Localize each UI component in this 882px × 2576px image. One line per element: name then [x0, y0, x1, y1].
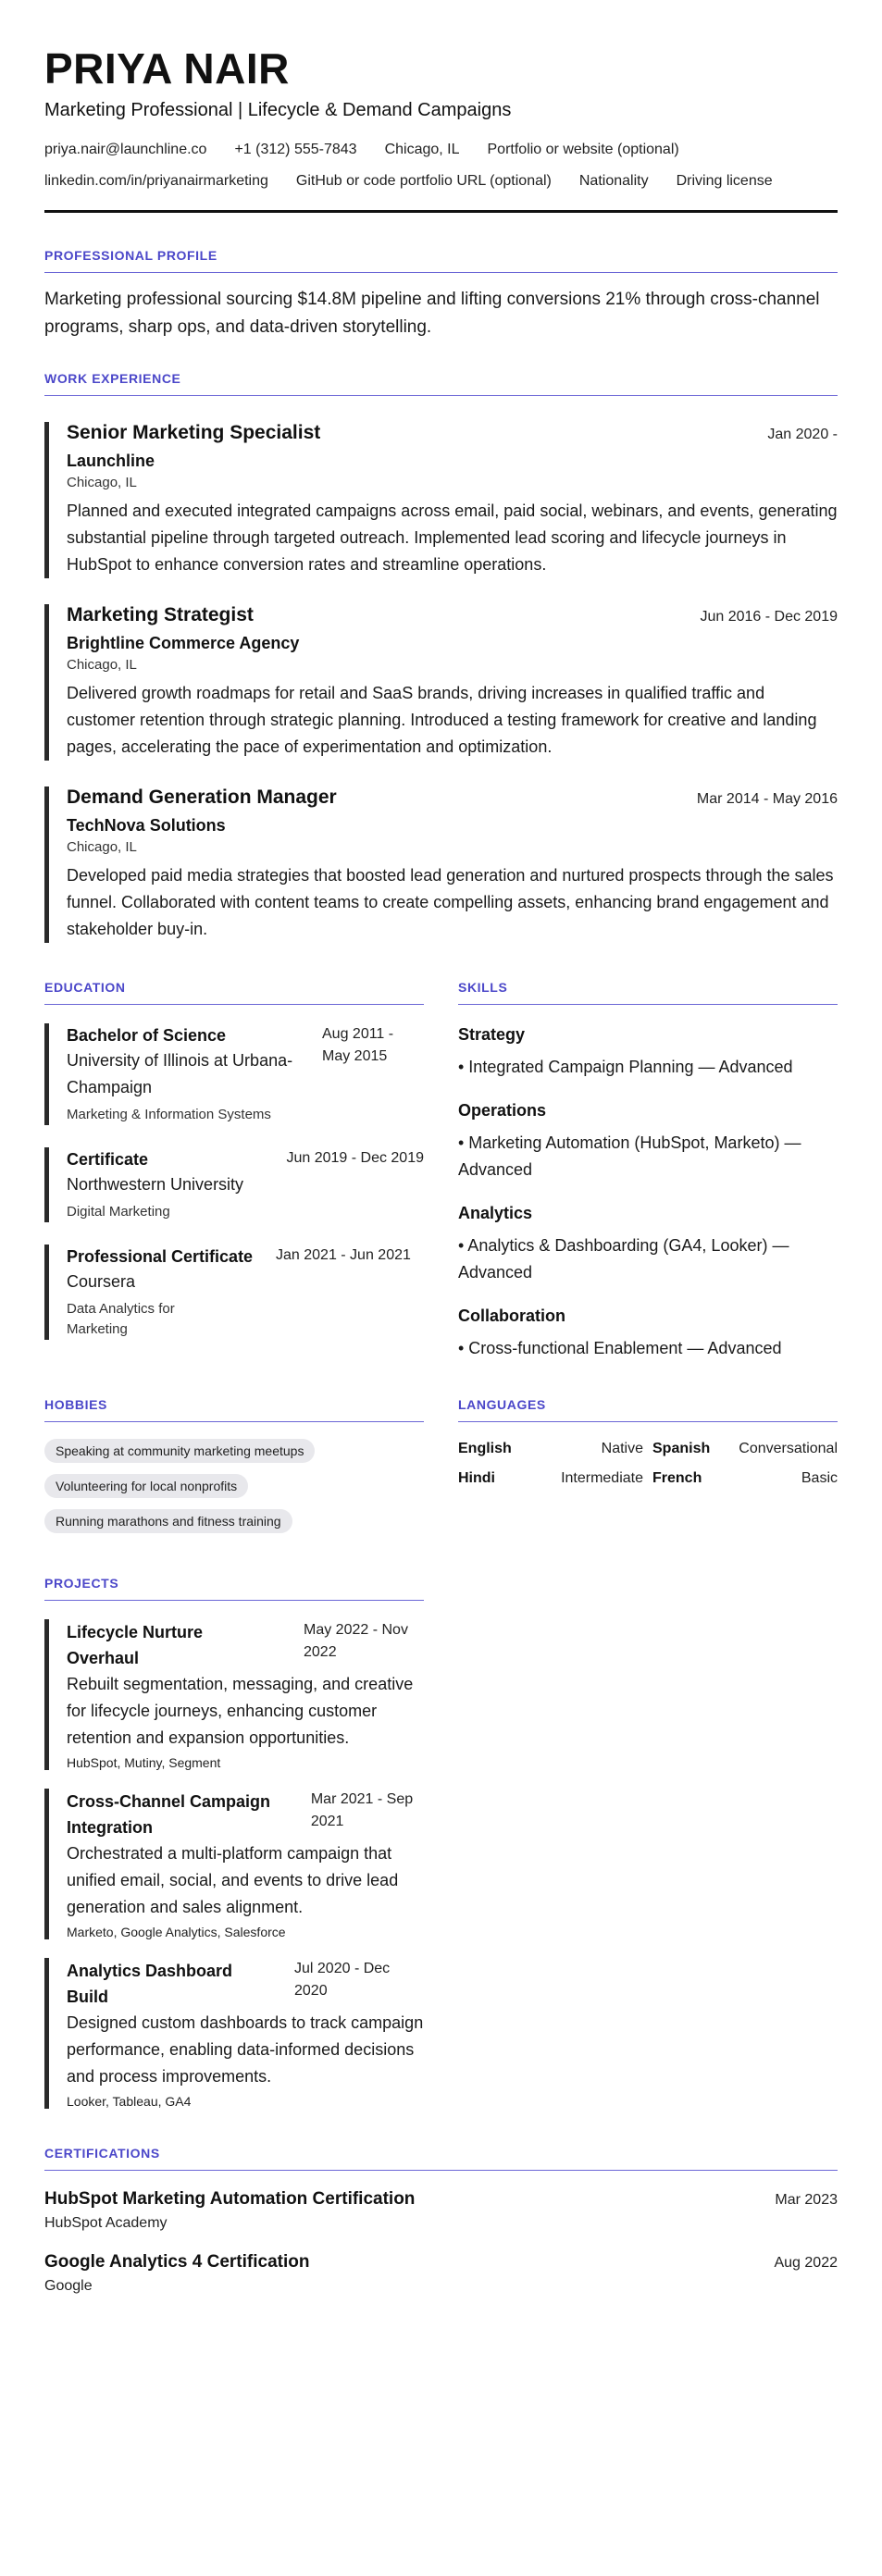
language-name: Hindi [458, 1470, 495, 1486]
job-role: Senior Marketing Specialist [67, 422, 321, 443]
job-description: Delivered growth roadmaps for retail and SaaS brands, driving increases in qualified traffic and customer retention through strategic planning. Introduced a testing framework for creative and landing pages, accelerating the pace of experimentation and optimization. [67, 684, 817, 756]
language-item [458, 1470, 643, 1487]
job-dates: Mar 2014 - May 2016 [696, 791, 838, 807]
project-dates: Jul 2020 - Dec 2020 [294, 1961, 391, 1999]
resume-header [44, 44, 838, 213]
certification-date: Aug 2022 [774, 2255, 838, 2271]
certifications-section-title: CERTIFICATIONS [44, 2146, 838, 2171]
skill-category: Strategy [458, 1025, 526, 1044]
hobby-list [44, 1439, 424, 1544]
project-description: Designed custom dashboards to track campaign performance, enabling data-informed decisions and process improvements. [67, 2013, 424, 2086]
contact-list [44, 142, 838, 190]
job-role: Marketing Strategist [67, 604, 254, 625]
projects-right-spacer [458, 1576, 838, 2109]
education-degree: Bachelor of Science [67, 1026, 227, 1045]
skill-item: • Analytics & Dashboarding (GA4, Looker) — Advanced [458, 1236, 789, 1282]
language-list [458, 1441, 838, 1487]
skills-section-title: SKILLS [458, 980, 838, 1005]
contact-github[interactable]: GitHub or code portfolio URL (optional) [295, 173, 552, 189]
project-name: Cross-Channel Campaign Integration [67, 1792, 271, 1837]
education-skills-row [44, 980, 838, 1362]
contact-email[interactable]: priya.nair@launchline.co [44, 142, 207, 157]
education-entry [44, 1023, 424, 1125]
skill-group [458, 1025, 838, 1081]
skill-group [458, 1204, 838, 1286]
projects-row [44, 1576, 838, 2109]
project-entry [44, 1789, 424, 1939]
hobbies-column [44, 1397, 424, 1544]
projects-section-title: PROJECTS [44, 1576, 424, 1601]
contact-phone[interactable]: +1 (312) 555-7843 [234, 142, 357, 157]
education-entry [44, 1245, 424, 1340]
skill-category: Collaboration [458, 1307, 565, 1325]
candidate-name: PRIYA NAIR [44, 44, 290, 93]
job-description: Planned and executed integrated campaigns across email, paid social, webinars, and events, generating substantial pipeline through targeted outreach. Implemented lead scoring and lifecycle journeys in HubSpot to enhance conversion rates and streamline operations. [67, 502, 838, 574]
project-description: Orchestrated a multi-platform campaign that unified email, social, and events to drive lead generation and sales alignment. [67, 1844, 399, 1916]
skills-column [458, 980, 838, 1362]
contact-nationality: Nationality [578, 173, 649, 189]
skill-item: • Cross-functional Enablement — Advanced [458, 1339, 782, 1357]
header-divider [44, 210, 838, 213]
projects-column [44, 1576, 424, 2109]
education-dates: Jan 2021 - Jun 2021 [276, 1247, 411, 1263]
languages-column [458, 1397, 838, 1544]
education-school: Northwestern University [67, 1175, 244, 1194]
skill-group [458, 1307, 838, 1362]
education-field: Data Analytics for Marketing [67, 1301, 175, 1337]
project-name: Lifecycle Nurture Overhaul [67, 1623, 204, 1667]
job-entry [44, 604, 838, 761]
job-role: Demand Generation Manager [67, 786, 337, 808]
education-field: Marketing & Information Systems [67, 1107, 271, 1122]
language-item [458, 1441, 643, 1457]
job-company: Brightline Commerce Agency [67, 634, 300, 652]
certification-date: Mar 2023 [775, 2192, 838, 2208]
skill-item: • Integrated Campaign Planning — Advanced [458, 1058, 793, 1076]
job-entry [44, 422, 838, 578]
job-description: Developed paid media strategies that boosted lead generation and nurtured prospects through the sales funnel. Collaborated with content teams to create compelling assets, enhancing brand engagement and stakeholder buy-in. [67, 866, 834, 938]
language-name: Spanish [652, 1441, 711, 1456]
project-entry [44, 1958, 424, 2109]
hobbies-section-title: HOBBIES [44, 1397, 424, 1422]
project-entry [44, 1619, 424, 1770]
hobby-chip: Running marathons and fitness training [44, 1509, 292, 1533]
education-entry [44, 1147, 424, 1222]
project-dates: May 2022 - Nov 2022 [304, 1622, 408, 1660]
skill-group [458, 1101, 838, 1183]
education-field: Digital Marketing [67, 1204, 170, 1220]
education-section-title: EDUCATION [44, 980, 424, 1005]
education-school: University of Illinois at Urbana-Champaign [67, 1051, 293, 1096]
certification-entry [44, 2252, 838, 2295]
headline: Marketing Professional | Lifecycle & Demand Campaigns [44, 100, 512, 120]
project-description: Rebuilt segmentation, messaging, and creative for lifecycle journeys, enhancing customer retention and expansion opportunities. [67, 1675, 414, 1747]
certification-name: Google Analytics 4 Certification [44, 2252, 310, 2272]
job-location: Chicago, IL [67, 839, 137, 855]
education-school: Coursera [67, 1272, 136, 1291]
project-tools: Looker, Tableau, GA4 [67, 2094, 192, 2109]
job-dates: Jun 2016 - Dec 2019 [700, 609, 838, 625]
language-level: Intermediate [561, 1470, 643, 1486]
hobbies-languages-row [44, 1397, 838, 1544]
certification-entry [44, 2189, 838, 2232]
language-level: Conversational [739, 1441, 838, 1456]
contact-portfolio[interactable]: Portfolio or website (optional) [487, 142, 679, 157]
project-name: Analytics Dashboard Build [67, 1962, 233, 2006]
hobby-chip: Speaking at community marketing meetups [44, 1439, 315, 1463]
education-degree: Professional Certificate [67, 1247, 254, 1266]
project-dates: Mar 2021 - Sep 2021 [310, 1791, 414, 1829]
education-column [44, 980, 424, 1362]
profile-section-title: PROFESSIONAL PROFILE [44, 248, 838, 273]
languages-section-title: LANGUAGES [458, 1397, 838, 1422]
education-dates: Jun 2019 - Dec 2019 [286, 1150, 424, 1166]
language-item [652, 1470, 838, 1487]
certification-issuer: HubSpot Academy [44, 2215, 168, 2231]
contact-driving-license: Driving license [676, 173, 773, 189]
language-name: French [652, 1470, 702, 1486]
job-entry [44, 786, 838, 943]
language-level: Basic [801, 1470, 838, 1486]
language-item [652, 1441, 838, 1457]
language-level: Native [601, 1441, 643, 1456]
experience-section-title: WORK EXPERIENCE [44, 371, 838, 396]
language-name: English [458, 1441, 512, 1456]
skill-item: • Marketing Automation (HubSpot, Marketo) — Advanced [458, 1133, 801, 1179]
job-location: Chicago, IL [67, 657, 137, 673]
hobby-chip: Volunteering for local nonprofits [44, 1474, 248, 1498]
contact-linkedin[interactable]: linkedin.com/in/priyanairmarketing [44, 173, 268, 189]
job-location: Chicago, IL [67, 475, 137, 490]
job-company: TechNova Solutions [67, 816, 226, 835]
education-degree: Certificate [67, 1150, 149, 1169]
profile-summary: Marketing professional sourcing $14.8M pipeline and lifting conversions 21% through cross-channel programs, sharp ops, and data-driven storytelling. [44, 290, 820, 337]
certification-name: HubSpot Marketing Automation Certification [44, 2189, 416, 2209]
skill-category: Operations [458, 1101, 547, 1120]
project-tools: HubSpot, Mutiny, Segment [67, 1755, 221, 1770]
project-tools: Marketo, Google Analytics, Salesforce [67, 1925, 286, 1939]
skill-category: Analytics [458, 1204, 533, 1222]
education-dates: Aug 2011 - May 2015 [322, 1026, 394, 1064]
certification-issuer: Google [44, 2278, 93, 2294]
contact-location: Chicago, IL [384, 142, 460, 157]
job-dates: Jan 2020 - [767, 427, 838, 442]
job-company: Launchline [67, 452, 155, 470]
